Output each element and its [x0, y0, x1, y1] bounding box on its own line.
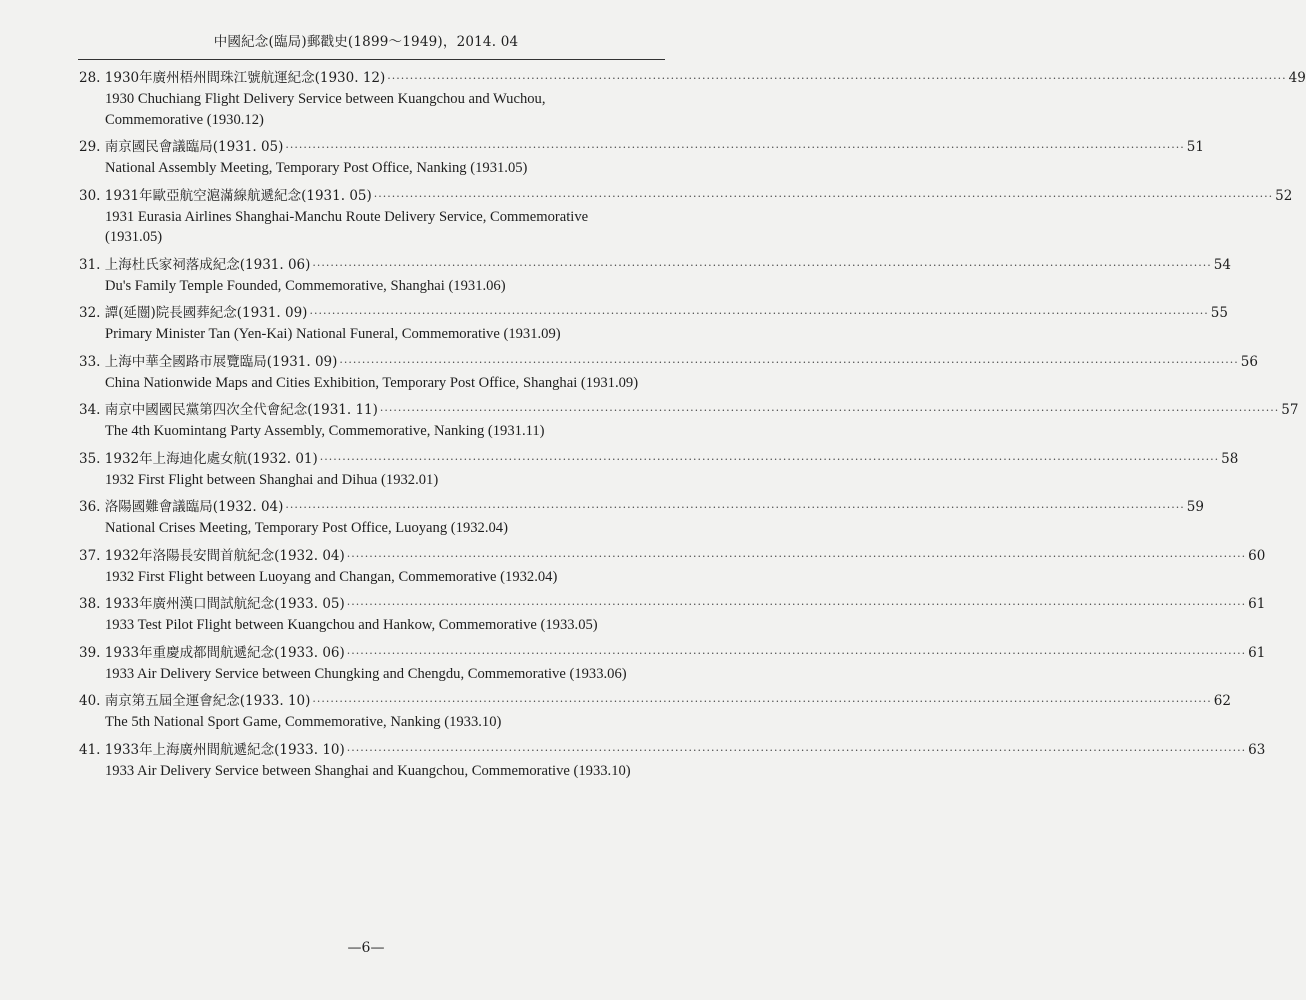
dot-leader: ········································································································································································································	[346, 646, 1247, 660]
toc-entry-cn-line	[79, 303, 1228, 324]
toc-entry	[79, 643, 1266, 685]
toc-entry-english-title: 1932 First Flight between Shanghai and Dihua (1932.01)	[105, 471, 439, 488]
toc-entry	[79, 352, 1258, 394]
toc-entry-cn-line	[79, 186, 1293, 207]
toc-entry-cn-line	[79, 740, 1266, 761]
toc-entry	[79, 546, 1266, 588]
toc-entry-cn-line	[79, 594, 1266, 615]
dot-leader: ········································································································································································································	[319, 452, 1220, 466]
dot-leader: ········································································································································································································	[285, 141, 1185, 154]
dot-leader: ········································································································································································································	[312, 695, 1212, 708]
toc-entry-page-number: 55	[1210, 305, 1228, 321]
dot-leader: ········································································································································································································	[309, 307, 1209, 320]
toc-entry-chinese-title: 36. 洛陽國難會議臨局(1932. 04)	[79, 499, 284, 515]
toc-entry-chinese-title: 31. 上海杜氏家祠落成紀念(1931. 06)	[79, 256, 311, 273]
toc-entry	[79, 186, 1293, 248]
page-number: —6—	[347, 940, 385, 956]
toc-entry-cn-line	[79, 255, 1231, 276]
toc-entry-chinese-title: 32. 譚(延闓)院長國葬紀念(1931. 09)	[79, 305, 308, 321]
toc-entry	[79, 137, 1204, 179]
toc-entry-english-title: Du's Family Temple Founded, Commemorative, Shanghai (1931.06)	[105, 277, 506, 294]
toc-entry-cn-line	[79, 449, 1239, 470]
toc-entry-chinese-title: 38. 1933年廣州漢口間試航紀念(1933. 05)	[79, 596, 345, 612]
toc-entry-cn-line	[79, 691, 1231, 712]
toc-entry	[79, 691, 1231, 733]
dot-leader: ········································································································································································································	[346, 549, 1247, 563]
toc-entry-cn-line	[79, 352, 1258, 373]
toc-entry-page-number: 51	[1186, 139, 1204, 155]
toc-entry-page-number: 61	[1248, 596, 1266, 612]
toc-entry-page-number: 57	[1281, 402, 1299, 418]
toc-entry-chinese-title: 29. 南京國民會議臨局(1931. 05)	[79, 139, 284, 155]
toc-entry-chinese-title: 30. 1931年歐亞航空滬滿線航遞紀念(1931. 05)	[79, 187, 372, 204]
toc-entry-page-number: 49	[1288, 70, 1306, 86]
toc-entry-cn-line	[79, 497, 1204, 518]
toc-entry-page-number: 61	[1248, 644, 1266, 661]
dot-leader: ········································································································································································································	[387, 72, 1287, 85]
toc-entry	[79, 740, 1266, 782]
toc-entry-page-number: 54	[1213, 256, 1231, 273]
toc-entry-chinese-title: 35. 1932年上海迪化處女航(1932. 01)	[79, 450, 318, 467]
toc-entry	[79, 303, 1228, 345]
toc-entry-cn-line	[79, 137, 1204, 158]
toc-entry-chinese-title: 39. 1933年重慶成都間航遞紀念(1933. 06)	[79, 644, 345, 661]
dot-leader: ········································································································································································································	[312, 258, 1212, 272]
toc-entry	[79, 400, 1299, 442]
toc-entry	[79, 449, 1239, 491]
toc-entry-english-title: Primary Minister Tan (Yen-Kai) National Funeral, Commemorative (1931.09)	[105, 326, 561, 342]
toc-entry-chinese-title: 37. 1932年洛陽長安間首航紀念(1932. 04)	[79, 547, 345, 564]
toc-entry	[79, 68, 1306, 130]
toc-entry-page-number: 59	[1186, 499, 1204, 515]
toc-entry	[79, 594, 1266, 636]
toc-entry-cn-line	[79, 400, 1299, 421]
dot-leader: ········································································································································································································	[373, 189, 1274, 203]
toc-entry-page-number: 60	[1248, 547, 1266, 564]
toc-entry-page-number: 58	[1221, 450, 1239, 467]
toc-entry	[79, 497, 1204, 539]
toc-entry-page-number: 63	[1248, 741, 1266, 758]
table-of-contents	[79, 68, 1306, 788]
toc-entry-cn-line	[79, 643, 1266, 664]
toc-entry-english-title: 1933 Test Pilot Flight between Kuangchou and Hankow, Commemorative (1933.05)	[105, 617, 598, 633]
toc-entry-chinese-title: 34. 南京中國國民黨第四次全代會紀念(1931. 11)	[79, 402, 378, 418]
toc-entry-english-title: National Assembly Meeting, Temporary Post Office, Nanking (1931.05)	[105, 160, 528, 176]
toc-entry-english-title: The 5th National Sport Game, Commemorative, Nanking (1933.10)	[105, 714, 502, 730]
toc-entry-chinese-title: 28. 1930年廣州梧州間珠江號航運紀念(1930. 12)	[79, 70, 386, 86]
toc-entry-english-title: 1933 Air Delivery Service between Chungking and Chengdu, Commemorative (1933.06)	[105, 665, 627, 682]
toc-entry-chinese-title: 40. 南京第五屆全運會紀念(1933. 10)	[79, 693, 311, 709]
dot-leader: ········································································································································································································	[346, 743, 1247, 757]
toc-entry-english-title: 1932 First Flight between Luoyang and Changan, Commemorative (1932.04)	[105, 568, 558, 585]
toc-entry-cn-line	[79, 68, 1306, 89]
toc-entry-english-title: 1933 Air Delivery Service between Shanghai and Kuangchou, Commemorative (1933.10)	[105, 762, 631, 779]
toc-entry-page-number: 62	[1213, 693, 1231, 709]
dot-leader: ········································································································································································································	[379, 404, 1280, 417]
toc-entry-english-title: China Nationwide Maps and Cities Exhibition, Temporary Post Office, Shanghai (1931.09)	[105, 374, 639, 391]
toc-entry-english-title: National Crises Meeting, Temporary Post Office, Luoyang (1932.04)	[105, 520, 508, 536]
header-rule	[78, 59, 665, 60]
running-header: 中國紀念(臨局)郵戳史(1899～1949)，2014. 04	[213, 34, 519, 50]
toc-entry-english-title: The 4th Kuomintang Party Assembly, Commemorative, Nanking (1931.11)	[105, 423, 545, 439]
toc-entry-english-title: 1930 Chuchiang Flight Delivery Service between Kuangchou and Wuchou, Commemorative (1930.12)	[105, 91, 546, 128]
dot-leader: ········································································································································································································	[346, 598, 1247, 611]
toc-entry-page-number: 52	[1275, 187, 1293, 204]
dot-leader: ········································································································································································································	[285, 501, 1185, 514]
toc-entry-cn-line	[79, 546, 1266, 567]
toc-entry-page-number: 56	[1240, 353, 1258, 370]
toc-entry-chinese-title: 41. 1933年上海廣州間航遞紀念(1933. 10)	[79, 741, 345, 758]
toc-entry	[79, 255, 1231, 297]
dot-leader: ········································································································································································································	[339, 355, 1239, 369]
toc-entry-english-title: 1931 Eurasia Airlines Shanghai-Manchu Route Delivery Service, Commemorative (1931.05)	[105, 208, 589, 245]
toc-entry-chinese-title: 33. 上海中華全國路市展覽臨局(1931. 09)	[79, 353, 338, 370]
